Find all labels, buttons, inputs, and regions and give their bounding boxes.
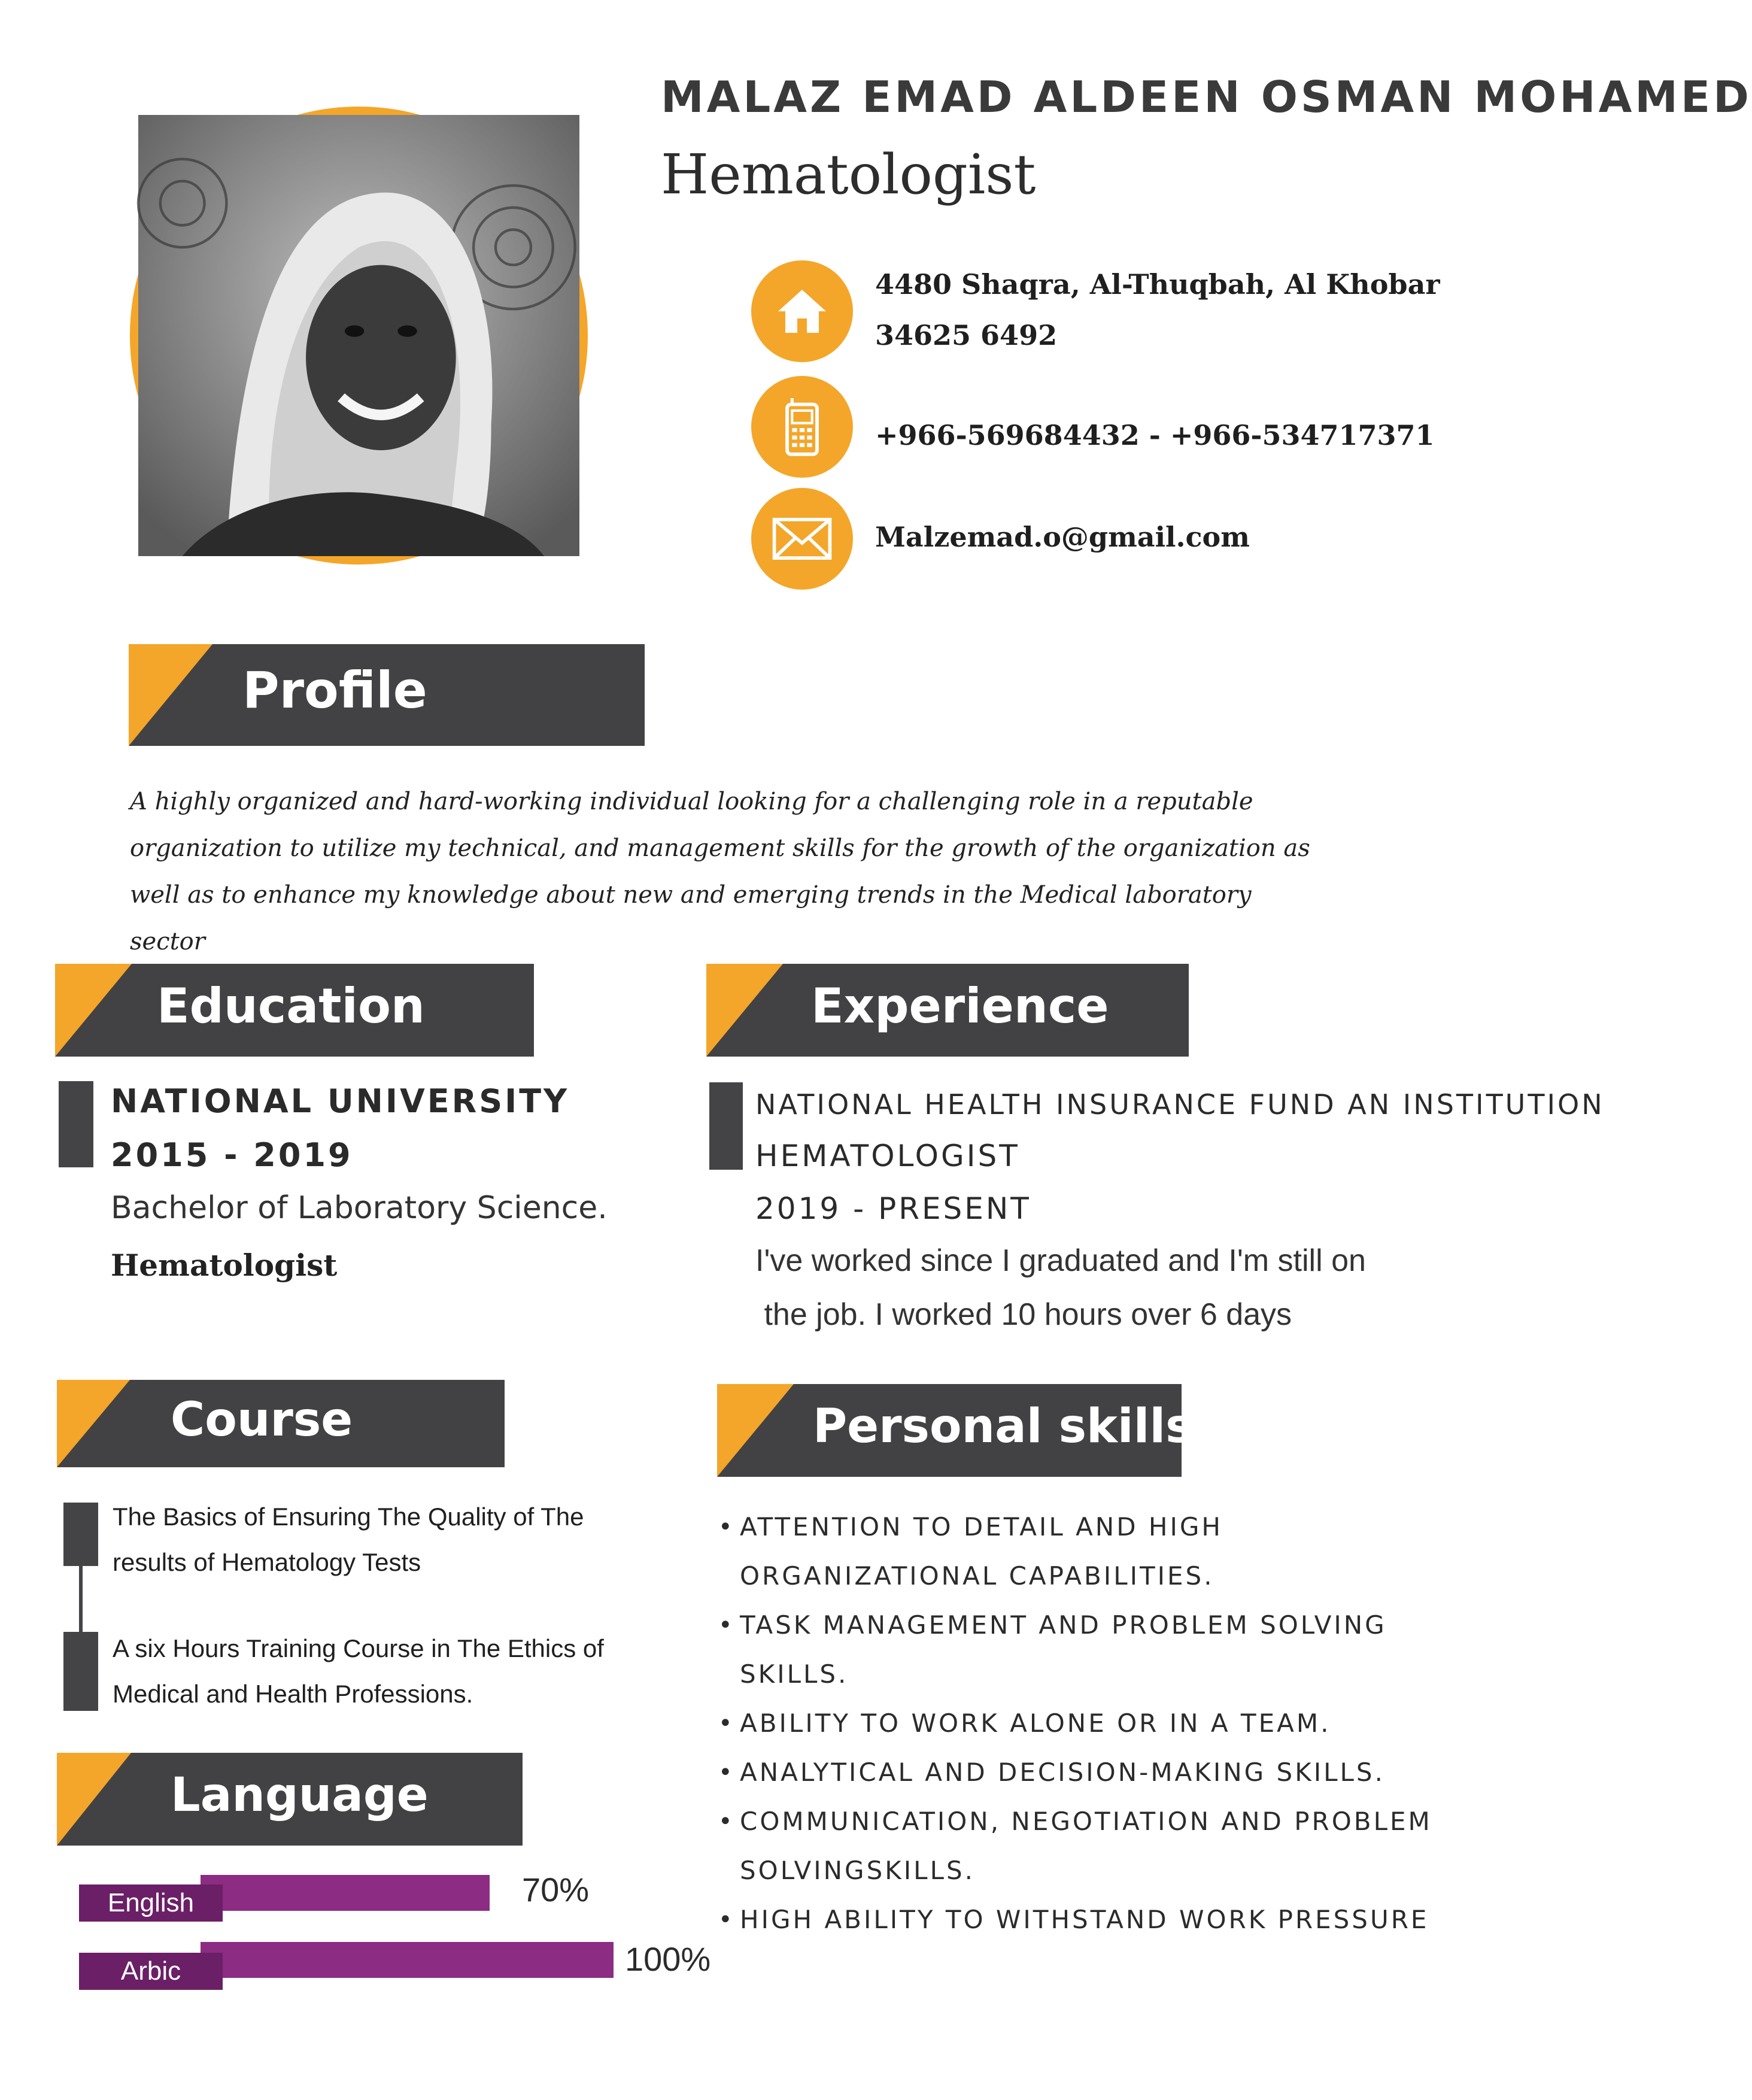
education-marker	[59, 1081, 93, 1167]
phone-numbers: +966-569684432 - +966-534717371	[875, 419, 1435, 451]
candidate-name: MALAZ EMAD ALDEEN OSMAN MOHAMED	[661, 72, 1752, 122]
skill-item: • COMMUNICATION, NEGOTIATION AND PROBLEM SOLVINGSKILLS.	[718, 1797, 1472, 1895]
banner-accent-triangle	[57, 1380, 130, 1467]
banner-accent-triangle	[57, 1753, 131, 1846]
education-field: Hematologist	[111, 1248, 338, 1283]
experience-description-line: I've worked since I graduated and I'm still on	[755, 1243, 1366, 1278]
experience-heading-banner	[706, 964, 1189, 1057]
skill-item: • ABILITY TO WORK ALONE OR IN A TEAM.	[718, 1699, 1472, 1748]
language-bar-fill-arabic	[201, 1942, 614, 1978]
address-line-1: 4480 Shaqra, Al-Thuqbah, Al Khobar	[875, 268, 1440, 301]
course-marker	[63, 1632, 98, 1711]
skill-item: • ATTENTION TO DETAIL AND HIGH ORGANIZATIONAL CAPABILITIES.	[718, 1503, 1472, 1601]
course-item-line: The Basics of Ensuring The Quality of The	[113, 1503, 584, 1531]
language-bar-fill-english	[201, 1875, 490, 1911]
course-item	[113, 1494, 651, 1585]
language-heading-banner	[57, 1753, 523, 1846]
experience-heading: Experience	[811, 978, 1109, 1034]
language-name-english: English	[79, 1884, 223, 1922]
language-name-arabic: Arbic	[79, 1953, 223, 1990]
banner-accent-triangle	[706, 964, 783, 1057]
profile-heading: Profile	[242, 661, 427, 720]
skills-list	[718, 1503, 1472, 1944]
profile-photo	[130, 107, 588, 565]
language-heading: Language	[171, 1768, 429, 1822]
skill-item: • HIGH ABILITY TO WITHSTAND WORK PRESSURE	[718, 1895, 1472, 1944]
phone-badge	[751, 376, 853, 478]
skills-heading-banner	[717, 1384, 1194, 1477]
profile-line: organization to utilize my technical, and management skills for the growth of the organization as	[130, 834, 1310, 862]
skill-item: • ANALYTICAL AND DECISION-MAKING SKILLS.	[718, 1748, 1472, 1797]
home-icon	[773, 283, 831, 340]
education-degree: Bachelor of Laboratory Science.	[111, 1190, 608, 1226]
profile-line: well as to enhance my knowledge about new and emerging trends in the Medical laboratory sector	[130, 881, 1252, 955]
profile-line: A highly organized and hard-working individual looking for a challenging role in a reputable	[130, 788, 1253, 815]
course-heading-banner	[57, 1380, 505, 1467]
banner-accent-triangle	[717, 1384, 794, 1477]
course-item-line: results of Hematology Tests	[113, 1548, 421, 1576]
profile-summary	[130, 778, 1327, 965]
envelope-icon	[772, 517, 832, 560]
banner-accent-triangle	[129, 644, 212, 746]
course-marker	[63, 1503, 98, 1566]
address-line-2: 34625 6492	[875, 319, 1058, 351]
banner-accent-triangle	[55, 964, 132, 1057]
course-item	[113, 1626, 651, 1717]
experience-marker	[709, 1082, 743, 1170]
job-title: Hematologist	[661, 142, 1036, 207]
skills-heading: Personal skills	[813, 1400, 1194, 1453]
language-level-arabic: 100%	[625, 1940, 711, 1978]
course-item-line: Medical and Health Professions.	[113, 1680, 473, 1708]
mobile-phone-icon	[781, 397, 823, 457]
email-badge	[751, 488, 853, 590]
experience-role: HEMATOLOGIST	[755, 1139, 1020, 1173]
education-school: NATIONAL UNIVERSITY	[111, 1082, 570, 1120]
address-badge	[751, 260, 853, 362]
course-item-line: A six Hours Training Course in The Ethics of	[113, 1634, 604, 1662]
profile-heading-banner	[129, 644, 645, 746]
course-heading: Course	[171, 1393, 353, 1447]
experience-employer: NATIONAL HEALTH INSURANCE FUND AN INSTITUTION	[755, 1088, 1605, 1121]
skill-item: • TASK MANAGEMENT AND PROBLEM SOLVING SKILLS.	[718, 1601, 1472, 1699]
education-years: 2015 - 2019	[111, 1136, 353, 1174]
education-heading-banner	[55, 964, 534, 1057]
language-level-english: 70%	[522, 1871, 590, 1908]
email-address: Malzemad.o@gmail.com	[875, 521, 1250, 553]
education-heading: Education	[157, 978, 425, 1034]
experience-period: 2019 - PRESENT	[755, 1191, 1031, 1226]
experience-description-line: the job. I worked 10 hours over 6 days	[755, 1297, 1292, 1332]
